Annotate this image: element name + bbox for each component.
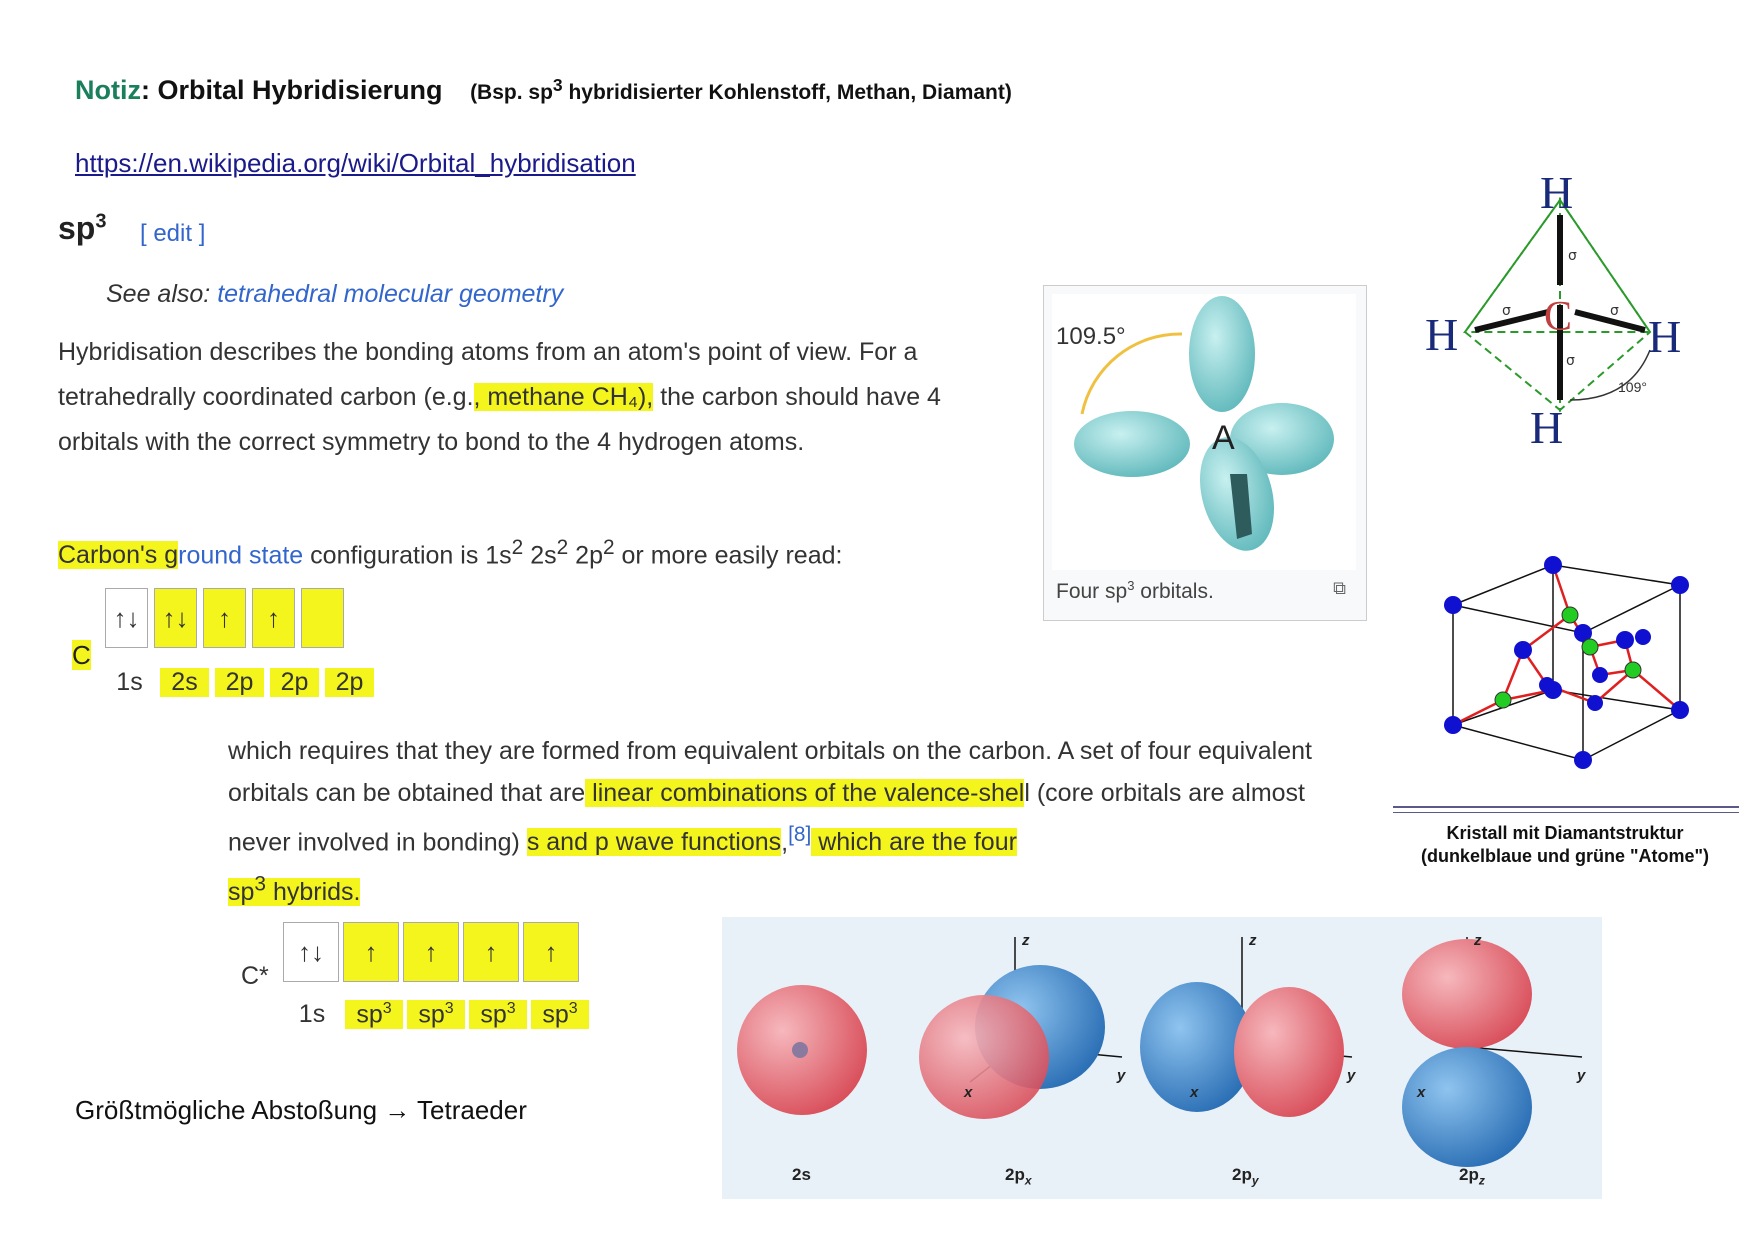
methane-tetrahedron-figure bbox=[1420, 160, 1720, 460]
atomic-orbitals-figure bbox=[722, 917, 1602, 1199]
orbital-box: ↑ bbox=[403, 922, 459, 982]
axis-x: x bbox=[1417, 1084, 1426, 1101]
diamond-caption bbox=[1390, 822, 1740, 868]
orbital-2pz bbox=[1402, 937, 1582, 1167]
orbital-label bbox=[345, 1000, 403, 1029]
unit-cell-edges bbox=[1453, 565, 1680, 760]
hydrogen-top: H bbox=[1540, 167, 1574, 218]
paragraph-1 bbox=[58, 330, 978, 465]
orbital-label-text: 2p bbox=[1005, 1165, 1025, 1184]
orbital-box: ↑ bbox=[252, 588, 295, 648]
orbital-box: ↑↓ bbox=[283, 922, 339, 982]
orbital-label: 2p bbox=[215, 668, 264, 697]
nucleus bbox=[792, 1042, 808, 1058]
p1-text-b: the carbon should have 4 orbitals with the correct symmetry to bond to the 4 hydrogen atoms. bbox=[58, 383, 941, 456]
ground-state-link[interactable]: round state bbox=[178, 541, 304, 570]
heading-text: sp bbox=[58, 210, 96, 246]
blue-atoms bbox=[1444, 556, 1689, 769]
axis-y: y bbox=[1347, 1067, 1356, 1084]
see-also-link[interactable]: tetrahedral molecular geometry bbox=[217, 280, 564, 308]
orbital-label-2s bbox=[792, 1165, 811, 1185]
excited-atom-label: C* bbox=[241, 962, 269, 990]
hydrogen-left: H bbox=[1425, 309, 1459, 360]
bond-lines bbox=[1453, 565, 1680, 725]
p2-text: configuration is 1s bbox=[303, 541, 512, 570]
orbital-box: ↑ bbox=[523, 922, 579, 982]
orbital-label-2pz bbox=[1459, 1165, 1485, 1187]
orbital-label bbox=[469, 1000, 527, 1029]
label-sup: 3 bbox=[568, 1000, 578, 1017]
orbital-box: ↑↓ bbox=[105, 588, 148, 648]
reference-8[interactable]: [8] bbox=[788, 823, 812, 846]
subtitle-post: hybridisierter Kohlenstoff, Methan, Diamant) bbox=[562, 81, 1012, 104]
orbital-box: ↑ bbox=[463, 922, 519, 982]
axis-z: z bbox=[1249, 932, 1257, 949]
p2-text-4: or more easily read: bbox=[614, 541, 843, 570]
excited-orbital-labels bbox=[283, 1000, 589, 1029]
caption-sup: 3 bbox=[1127, 578, 1135, 593]
orbital-label: 1s bbox=[116, 668, 143, 696]
section-heading bbox=[58, 210, 106, 247]
notiz-label: Notiz bbox=[75, 75, 141, 105]
p2-sup-2: 2 bbox=[556, 536, 569, 559]
axis-y: y bbox=[1117, 1067, 1126, 1084]
p3-highlight-1: linear combinations of the valence-shel bbox=[585, 779, 1025, 807]
carbon-center: C bbox=[1544, 294, 1573, 340]
axis-z: z bbox=[1022, 932, 1030, 949]
axis-x: x bbox=[1190, 1084, 1199, 1101]
orbital-label: 2s bbox=[160, 668, 209, 697]
orbital-label bbox=[531, 1000, 589, 1029]
p1-highlight: , methane CH₄), bbox=[473, 383, 654, 411]
axis-z: z bbox=[1474, 932, 1482, 949]
paragraph-2 bbox=[58, 525, 978, 578]
angle-label: 109° bbox=[1618, 379, 1647, 395]
sigma-label: σ bbox=[1568, 248, 1577, 264]
sp3-orbitals-figure bbox=[1043, 285, 1367, 621]
label-sup: 3 bbox=[444, 1000, 454, 1017]
atomic-orbitals-svg bbox=[722, 917, 1602, 1199]
axis-y: y bbox=[1577, 1067, 1586, 1084]
ground-orbital-labels bbox=[105, 668, 374, 697]
title-text: Orbital Hybridisierung bbox=[157, 75, 443, 105]
subtitle-pre: (Bsp. sp bbox=[470, 81, 553, 104]
orbital-label: 2p bbox=[325, 668, 374, 697]
label-text: sp bbox=[418, 1000, 445, 1029]
diamond-caption-line-1: Kristall mit Diamantstruktur bbox=[1446, 823, 1684, 843]
caption-pre: Four sp bbox=[1056, 580, 1128, 603]
orbital-box: ↑ bbox=[343, 922, 399, 982]
p2-text-2: 2s bbox=[523, 541, 557, 570]
bond-angle-label: 109.5° bbox=[1056, 323, 1126, 350]
label-text: sp bbox=[356, 1000, 383, 1029]
orbital-label-text: 2p bbox=[1459, 1165, 1479, 1184]
footer-note: Größtmögliche Abstoßung → Tetraeder bbox=[75, 1095, 527, 1125]
subtitle-sup: 3 bbox=[552, 75, 563, 95]
ground-atom-label bbox=[68, 640, 95, 671]
enlarge-icon[interactable]: ⧉ bbox=[1333, 578, 1346, 598]
p3-highlight-2: s and p wave functions bbox=[526, 828, 782, 857]
sigma-label: σ bbox=[1502, 303, 1511, 319]
orbital-box: ↑↓ bbox=[154, 588, 197, 648]
orbital-2py bbox=[1140, 937, 1352, 1117]
orbital-box bbox=[301, 588, 344, 648]
orbital-lobe-top bbox=[1189, 296, 1255, 412]
sp3-orbitals-svg bbox=[1052, 294, 1356, 570]
p3-text-a: which requires that they are formed from equivalent orbitals on the carbon. A set of four equivalent orbitals can be obtained that are bbox=[228, 737, 1312, 807]
caption-post: orbitals. bbox=[1134, 580, 1214, 603]
orbital-lobe-left bbox=[1074, 411, 1190, 477]
diamond-caption-line-2: (dunkelblaue und grüne "Atome") bbox=[1420, 846, 1710, 866]
p3-text-b: l (core orbitals are almost never involved in bonding) bbox=[228, 779, 1305, 857]
see-also-label: See also: bbox=[106, 280, 211, 308]
excited-orbital-boxes bbox=[283, 922, 579, 982]
diamond-lattice-figure bbox=[1435, 555, 1700, 780]
page-title bbox=[75, 75, 1012, 106]
orbital-label bbox=[283, 1000, 341, 1029]
orbital-label-text: 2s bbox=[792, 1165, 811, 1184]
wikipedia-link[interactable]: https://en.wikipedia.org/wiki/Orbital_hybridisation bbox=[75, 148, 636, 178]
sigma-label: σ bbox=[1610, 303, 1619, 319]
axis-x: x bbox=[964, 1084, 973, 1101]
p3-text-c: , bbox=[781, 828, 789, 857]
p3-hl4-text: sp bbox=[228, 877, 255, 906]
ground-orbital-boxes bbox=[105, 588, 344, 648]
center-atom-label: A bbox=[1212, 419, 1235, 457]
title-colon: : bbox=[140, 75, 150, 105]
ground-atom-text: C bbox=[72, 640, 91, 670]
p3-highlight-3: which are the four bbox=[811, 828, 1017, 857]
sigma-label: σ bbox=[1566, 353, 1575, 369]
p2-text-3: 2p bbox=[568, 541, 603, 570]
orbital-label: 2p bbox=[270, 668, 319, 697]
label-text: sp bbox=[542, 1000, 569, 1029]
sp3-orbitals-image bbox=[1052, 294, 1356, 570]
label-sup: 3 bbox=[382, 1000, 392, 1017]
hydrogen-right: H bbox=[1648, 311, 1682, 362]
caption-divider bbox=[1393, 806, 1739, 813]
sp3-orbitals-caption bbox=[1056, 578, 1214, 604]
title-subtitle bbox=[470, 75, 1012, 104]
p3-highlight-4 bbox=[228, 872, 361, 906]
p1-text-a: Hybridisation describes the bonding atoms from an atom's point of view. For a tetrahedrally coordinated carbon (e.g. bbox=[58, 338, 918, 411]
heading-sup: 3 bbox=[95, 210, 107, 233]
p3-hl4-text-b: hybrids. bbox=[266, 877, 361, 906]
orbital-label-sub: x bbox=[1024, 1173, 1032, 1188]
c-h-bond bbox=[1475, 312, 1548, 330]
orbital-label-text: 2p bbox=[1232, 1165, 1252, 1184]
orbital-label-2px bbox=[1005, 1165, 1032, 1187]
orbital-2px bbox=[919, 937, 1122, 1119]
p3-hl4-sup: 3 bbox=[254, 872, 266, 896]
p2-sup-3: 2 bbox=[602, 536, 615, 559]
orbital-box: ↑ bbox=[203, 588, 246, 648]
p2-highlight: Carbon's g bbox=[58, 541, 179, 570]
orbital-label bbox=[407, 1000, 465, 1029]
label-text: 1s bbox=[298, 1000, 326, 1028]
edit-link[interactable]: [ edit ] bbox=[140, 220, 206, 247]
orbital-label-sub: z bbox=[1478, 1173, 1485, 1188]
label-text: sp bbox=[480, 1000, 507, 1029]
see-also bbox=[106, 280, 563, 309]
orbital-label-2py bbox=[1232, 1165, 1259, 1187]
paragraph-3 bbox=[228, 730, 1358, 913]
orbital-label-sub: y bbox=[1251, 1173, 1259, 1188]
label-sup: 3 bbox=[506, 1000, 516, 1017]
p2-sup-1: 2 bbox=[511, 536, 524, 559]
hydrogen-bottom: H bbox=[1530, 402, 1564, 453]
